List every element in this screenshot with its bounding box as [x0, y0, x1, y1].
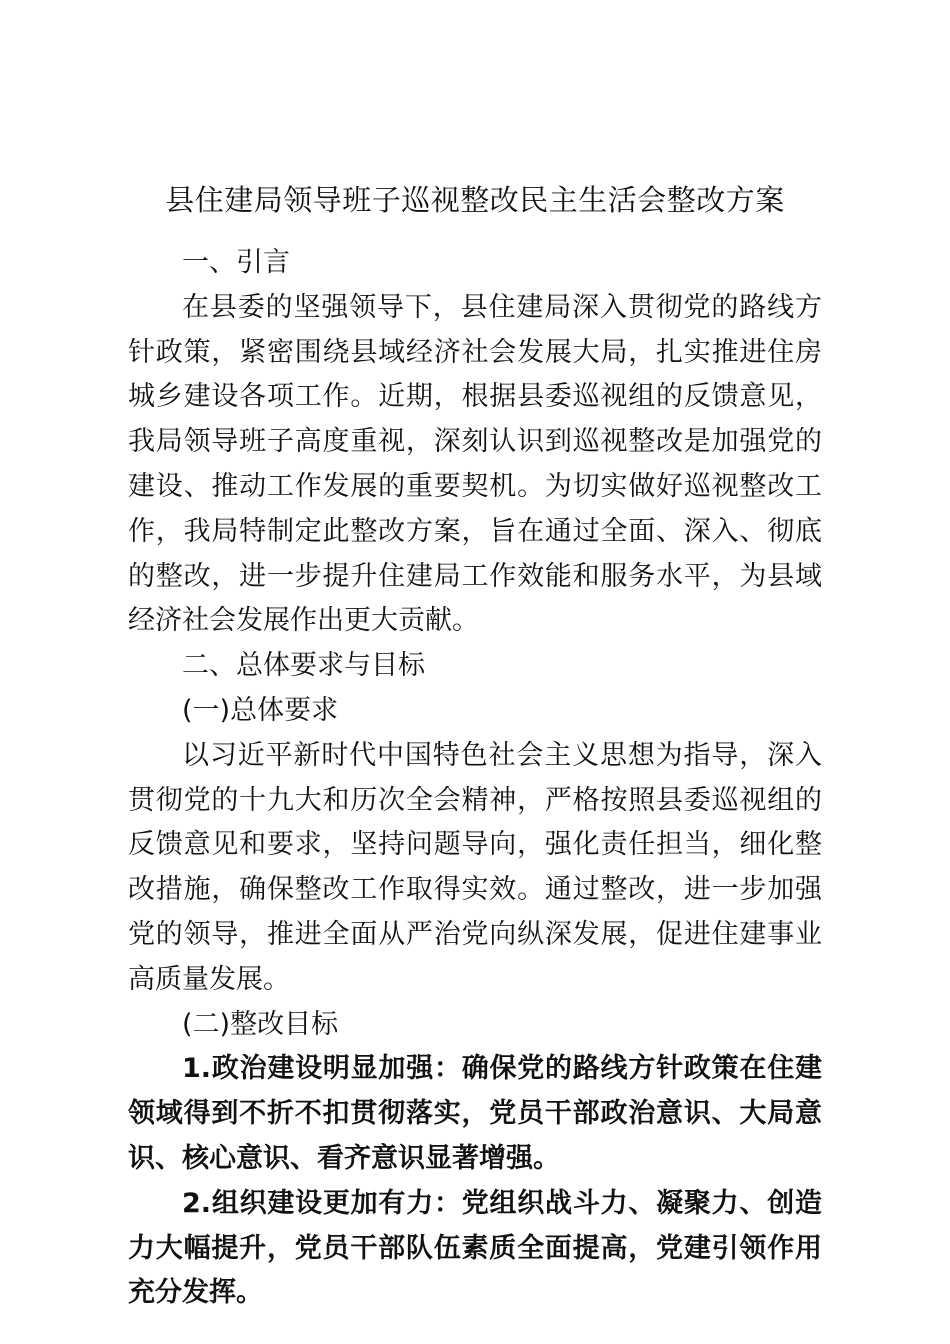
goal-item-political-construction: 1.政治建设明显加强：确保党的路线方针政策在住建领域得到不折不扣贯彻落实，党员干部政治意识、大局意识、核心意识、看齐意识显著增强。 [128, 1053, 822, 1174]
document-title: 县住建局领导班子巡视整改民主生活会整改方案 [165, 183, 785, 217]
general-requirements-paragraph: 以习近平新时代中国特色社会主义思想为指导，深入贯彻党的十九大和历次全会精神，严格按照县委巡视组的反馈意见和要求，坚持问题导向，强化责任担当，细化整改措施，确保整改工作取得实效。通过整改，进一步加强党的领导，推进全面从严治党向纵深发展，促进住建事业高质量发展。 [128, 739, 822, 995]
section-heading-introduction: 一、引言 [182, 247, 290, 278]
subsection-heading-rectification-goals: (二)整改目标 [182, 1008, 339, 1040]
section-heading-requirements-goals: 二、总体要求与目标 [182, 650, 425, 682]
introduction-paragraph: 在县委的坚强领导下，县住建局深入贯彻党的路线方针政策，紧密围绕县域经济社会发展大局，扎实推进住房城乡建设各项工作。近期，根据县委巡视组的反馈意见，我局领导班子高度重视，深刻认识到巡视整改是加强党的建设、推动工作发展的重要契机。为切实做好巡视整改工作，我局特制定此整改方案，旨在通过全面、深入、彻底的整改，进一步提升住建局工作效能和服务水平，为县域经济社会发展作出更大贡献。 [128, 291, 822, 637]
subsection-heading-general-requirements: (一)总体要求 [182, 694, 339, 726]
document-body [128, 241, 822, 1316]
goal-item-organizational-construction: 2.组织建设更加有力：党组织战斗力、凝聚力、创造力大幅提升，党员干部队伍素质全面提高，党建引领作用充分发挥。 [128, 1187, 822, 1309]
